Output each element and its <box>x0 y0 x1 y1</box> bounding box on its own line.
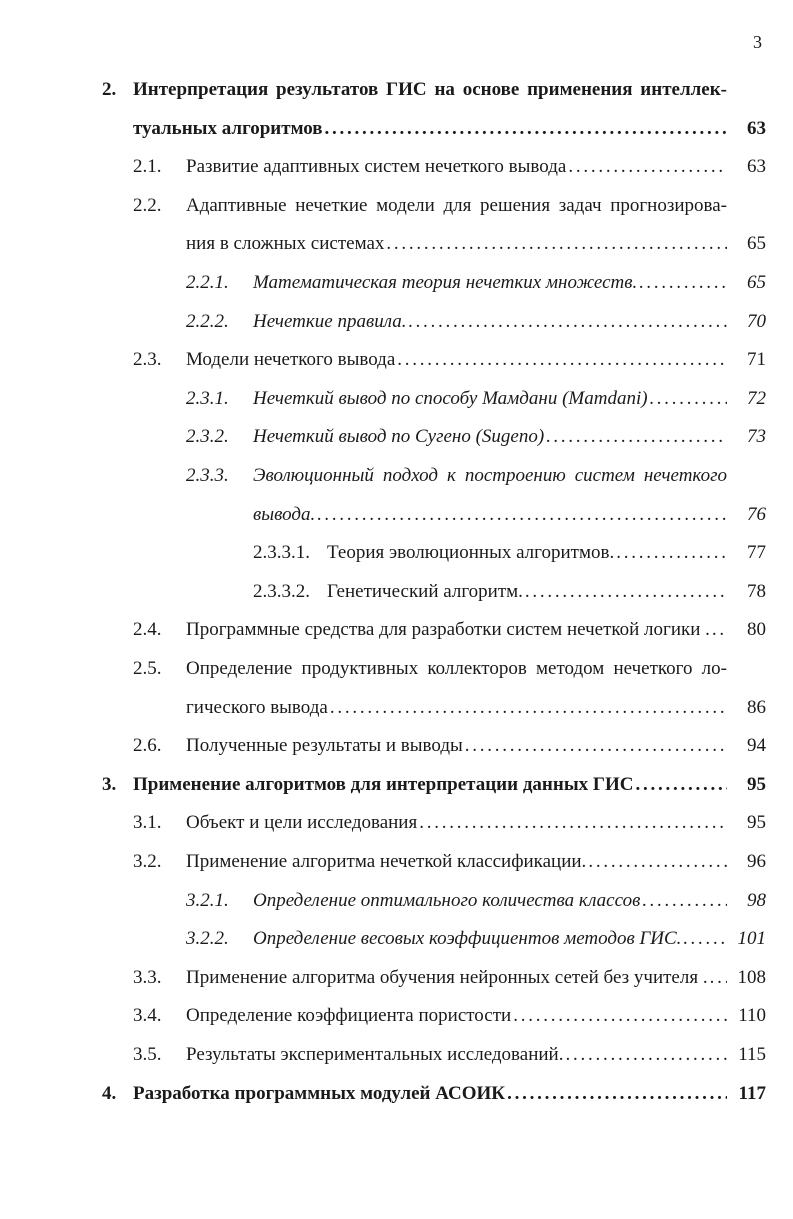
toc-line <box>0 772 793 798</box>
dot-leader <box>708 965 727 991</box>
toc-line <box>0 347 793 373</box>
toc-entry-number: 2.2. <box>133 194 162 216</box>
toc-line <box>0 617 793 643</box>
dot-leader <box>637 270 727 296</box>
toc-entry-number: 3.3. <box>133 966 162 988</box>
dot-leader <box>315 502 727 528</box>
toc-line <box>0 502 793 528</box>
toc-line <box>0 733 793 759</box>
toc-entry-title: Объект и цели исследования <box>186 812 418 834</box>
toc-entry-number: 4. <box>102 1082 117 1104</box>
toc-entry-page: 65 <box>747 233 766 255</box>
toc-entry-number: 2.3.2. <box>186 426 229 448</box>
toc-entry-number: 3.5. <box>133 1044 162 1065</box>
toc-entry-number: 2.5. <box>133 658 162 679</box>
toc-entry-page: 63 <box>747 117 766 139</box>
toc-line <box>0 810 793 836</box>
toc-entry-number: 2.3. <box>133 349 162 371</box>
toc-entry-page: 80 <box>747 619 766 641</box>
toc-line <box>0 849 793 875</box>
dot-leader <box>328 695 727 721</box>
toc-entry-number: 3.2.2. <box>186 928 229 950</box>
dot-leader <box>406 309 727 335</box>
toc-entry-title: Программные средства для разработки систем нечеткой логики . <box>186 619 710 641</box>
toc-entry-title: Нечеткий вывод по способу Мамдани (Mamdani) <box>253 387 648 409</box>
toc-entry-number: 3. <box>102 773 117 795</box>
toc-entry-number: 3.2. <box>133 851 162 872</box>
toc-entry-title: ния в сложных системах <box>186 233 385 255</box>
toc-line <box>0 193 793 219</box>
toc-entry-page: 78 <box>747 580 766 602</box>
toc-entry-title: Определение коэффициента пористости <box>186 1005 512 1027</box>
dot-leader <box>681 926 727 952</box>
toc-entry-title: Нечеткие правила. <box>253 310 407 332</box>
toc-line <box>0 270 793 296</box>
toc-entry-page: 70 <box>747 310 766 332</box>
toc-entry-page: 95 <box>747 812 766 834</box>
toc-entry-title: гического вывода <box>186 696 328 718</box>
toc-entry-title: Разработка программных модулей АСОИК <box>133 1082 506 1104</box>
toc-line <box>0 656 793 682</box>
toc-entry-page: 72 <box>747 387 766 409</box>
toc-entry-page: 101 <box>737 928 766 950</box>
toc-line <box>0 540 793 566</box>
toc-entry-page: 73 <box>747 426 766 448</box>
toc-entry-title: Развитие адаптивных систем нечеткого вывода <box>186 156 567 178</box>
toc-line <box>0 1042 793 1068</box>
toc-entry-title: Определение оптимального количества классов <box>253 889 641 911</box>
dot-leader <box>323 116 727 142</box>
toc-entry-number: 2. <box>102 79 117 100</box>
toc-entry-number: 2.3.3. <box>186 465 229 486</box>
dot-leader <box>563 1042 727 1068</box>
dot-leader <box>640 888 727 914</box>
toc-entry-page: 77 <box>747 542 766 564</box>
toc-entry-page: 65 <box>747 272 766 293</box>
dot-leader <box>384 231 727 257</box>
toc-entry-title: Модели нечеткого вывода <box>186 349 396 371</box>
toc-entry-title: Нечеткий вывод по Сугено (Sugeno) <box>253 426 545 448</box>
toc-entry-title: Результаты экспериментальных исследований. <box>186 1044 564 1065</box>
toc-entry-title: Эволюционный подход к построению систем нечеткого <box>253 465 727 486</box>
toc-entry-page: 108 <box>737 966 766 988</box>
dot-leader <box>523 579 727 605</box>
dot-leader <box>511 1003 727 1029</box>
toc-entry-page: 96 <box>747 851 766 872</box>
toc-entry-number: 3.2.1. <box>186 889 229 911</box>
toc-line <box>0 309 793 335</box>
toc-entry-number: 2.2.2. <box>186 310 229 332</box>
toc-line <box>0 965 793 991</box>
toc-entry-page: 86 <box>747 696 766 718</box>
toc-entry-title: Интерпретация результатов ГИС на основе применения интеллек- <box>133 79 727 100</box>
toc-entry-title: Применение алгоритма обучения нейронных сетей без учителя . <box>186 966 708 988</box>
toc-entry-title: Математическая теория нечетких множеств. <box>253 272 638 293</box>
toc-line <box>0 888 793 914</box>
toc-line <box>0 1003 793 1029</box>
toc-entry-title: Определение продуктивных коллекторов методом нечеткого ло- <box>186 658 727 679</box>
dot-leader <box>614 540 727 566</box>
toc-entry-page: 98 <box>747 889 766 911</box>
toc-entry-page: 71 <box>747 349 766 371</box>
toc-entry-number: 3.4. <box>133 1005 162 1027</box>
toc-line <box>0 77 793 103</box>
toc-entry-page: 115 <box>738 1044 766 1065</box>
toc-line <box>0 926 793 952</box>
toc-line <box>0 463 793 489</box>
toc-entry-number: 2.4. <box>133 619 162 641</box>
toc-line <box>0 695 793 721</box>
toc-entry-number: 2.2.1. <box>186 272 229 293</box>
page-number: 3 <box>753 32 762 52</box>
dot-leader <box>463 733 727 759</box>
toc-entry-title: Полученные результаты и выводы <box>186 735 463 757</box>
toc-entry-title: Теория эволюционных алгоритмов. <box>327 542 615 564</box>
toc-entry-title: Применение алгоритма нечеткой классификации. <box>186 851 587 872</box>
dot-leader <box>544 424 727 450</box>
toc-entry-title: вывода. <box>253 503 316 525</box>
toc-entry-title: Применение алгоритмов для интерпретации данных ГИС <box>133 773 634 795</box>
toc-entry-number: 2.6. <box>133 735 162 757</box>
dot-leader <box>586 849 727 875</box>
toc-entry-number: 2.3.3.2. <box>253 580 310 602</box>
toc-entry-number: 2.3.3.1. <box>253 542 310 564</box>
toc-line <box>0 386 793 412</box>
dot-leader <box>395 347 727 373</box>
toc-line <box>0 424 793 450</box>
toc-entry-page: 110 <box>738 1005 766 1027</box>
toc-entry-page: 76 <box>747 503 766 525</box>
toc-entry-title: Определение весовых коэффициентов методов ГИС. <box>253 928 682 950</box>
toc-line <box>0 154 793 180</box>
toc-entry-number: 2.1. <box>133 156 162 178</box>
dot-leader <box>648 386 727 412</box>
toc-entry-page: 117 <box>738 1082 766 1104</box>
toc-entry-page: 94 <box>747 735 766 757</box>
toc-line <box>0 116 793 142</box>
dot-leader <box>634 772 728 798</box>
dot-leader <box>710 617 727 643</box>
toc-line <box>0 1081 793 1107</box>
toc-entry-title: Генетический алгоритм. <box>327 580 523 602</box>
dot-leader <box>505 1081 727 1107</box>
toc-entry-number: 2.3.1. <box>186 387 229 409</box>
toc-line <box>0 231 793 257</box>
toc-entry-title: Адаптивные нечеткие модели для решения задач прогнозирова- <box>186 194 727 216</box>
dot-leader <box>417 810 727 836</box>
toc-entry-page: 95 <box>747 773 766 795</box>
dot-leader <box>566 154 727 180</box>
toc-entry-page: 63 <box>747 156 766 178</box>
toc-entry-number: 3.1. <box>133 812 162 834</box>
toc-entry-title: туальных алгоритмов <box>133 117 323 139</box>
toc-line <box>0 579 793 605</box>
